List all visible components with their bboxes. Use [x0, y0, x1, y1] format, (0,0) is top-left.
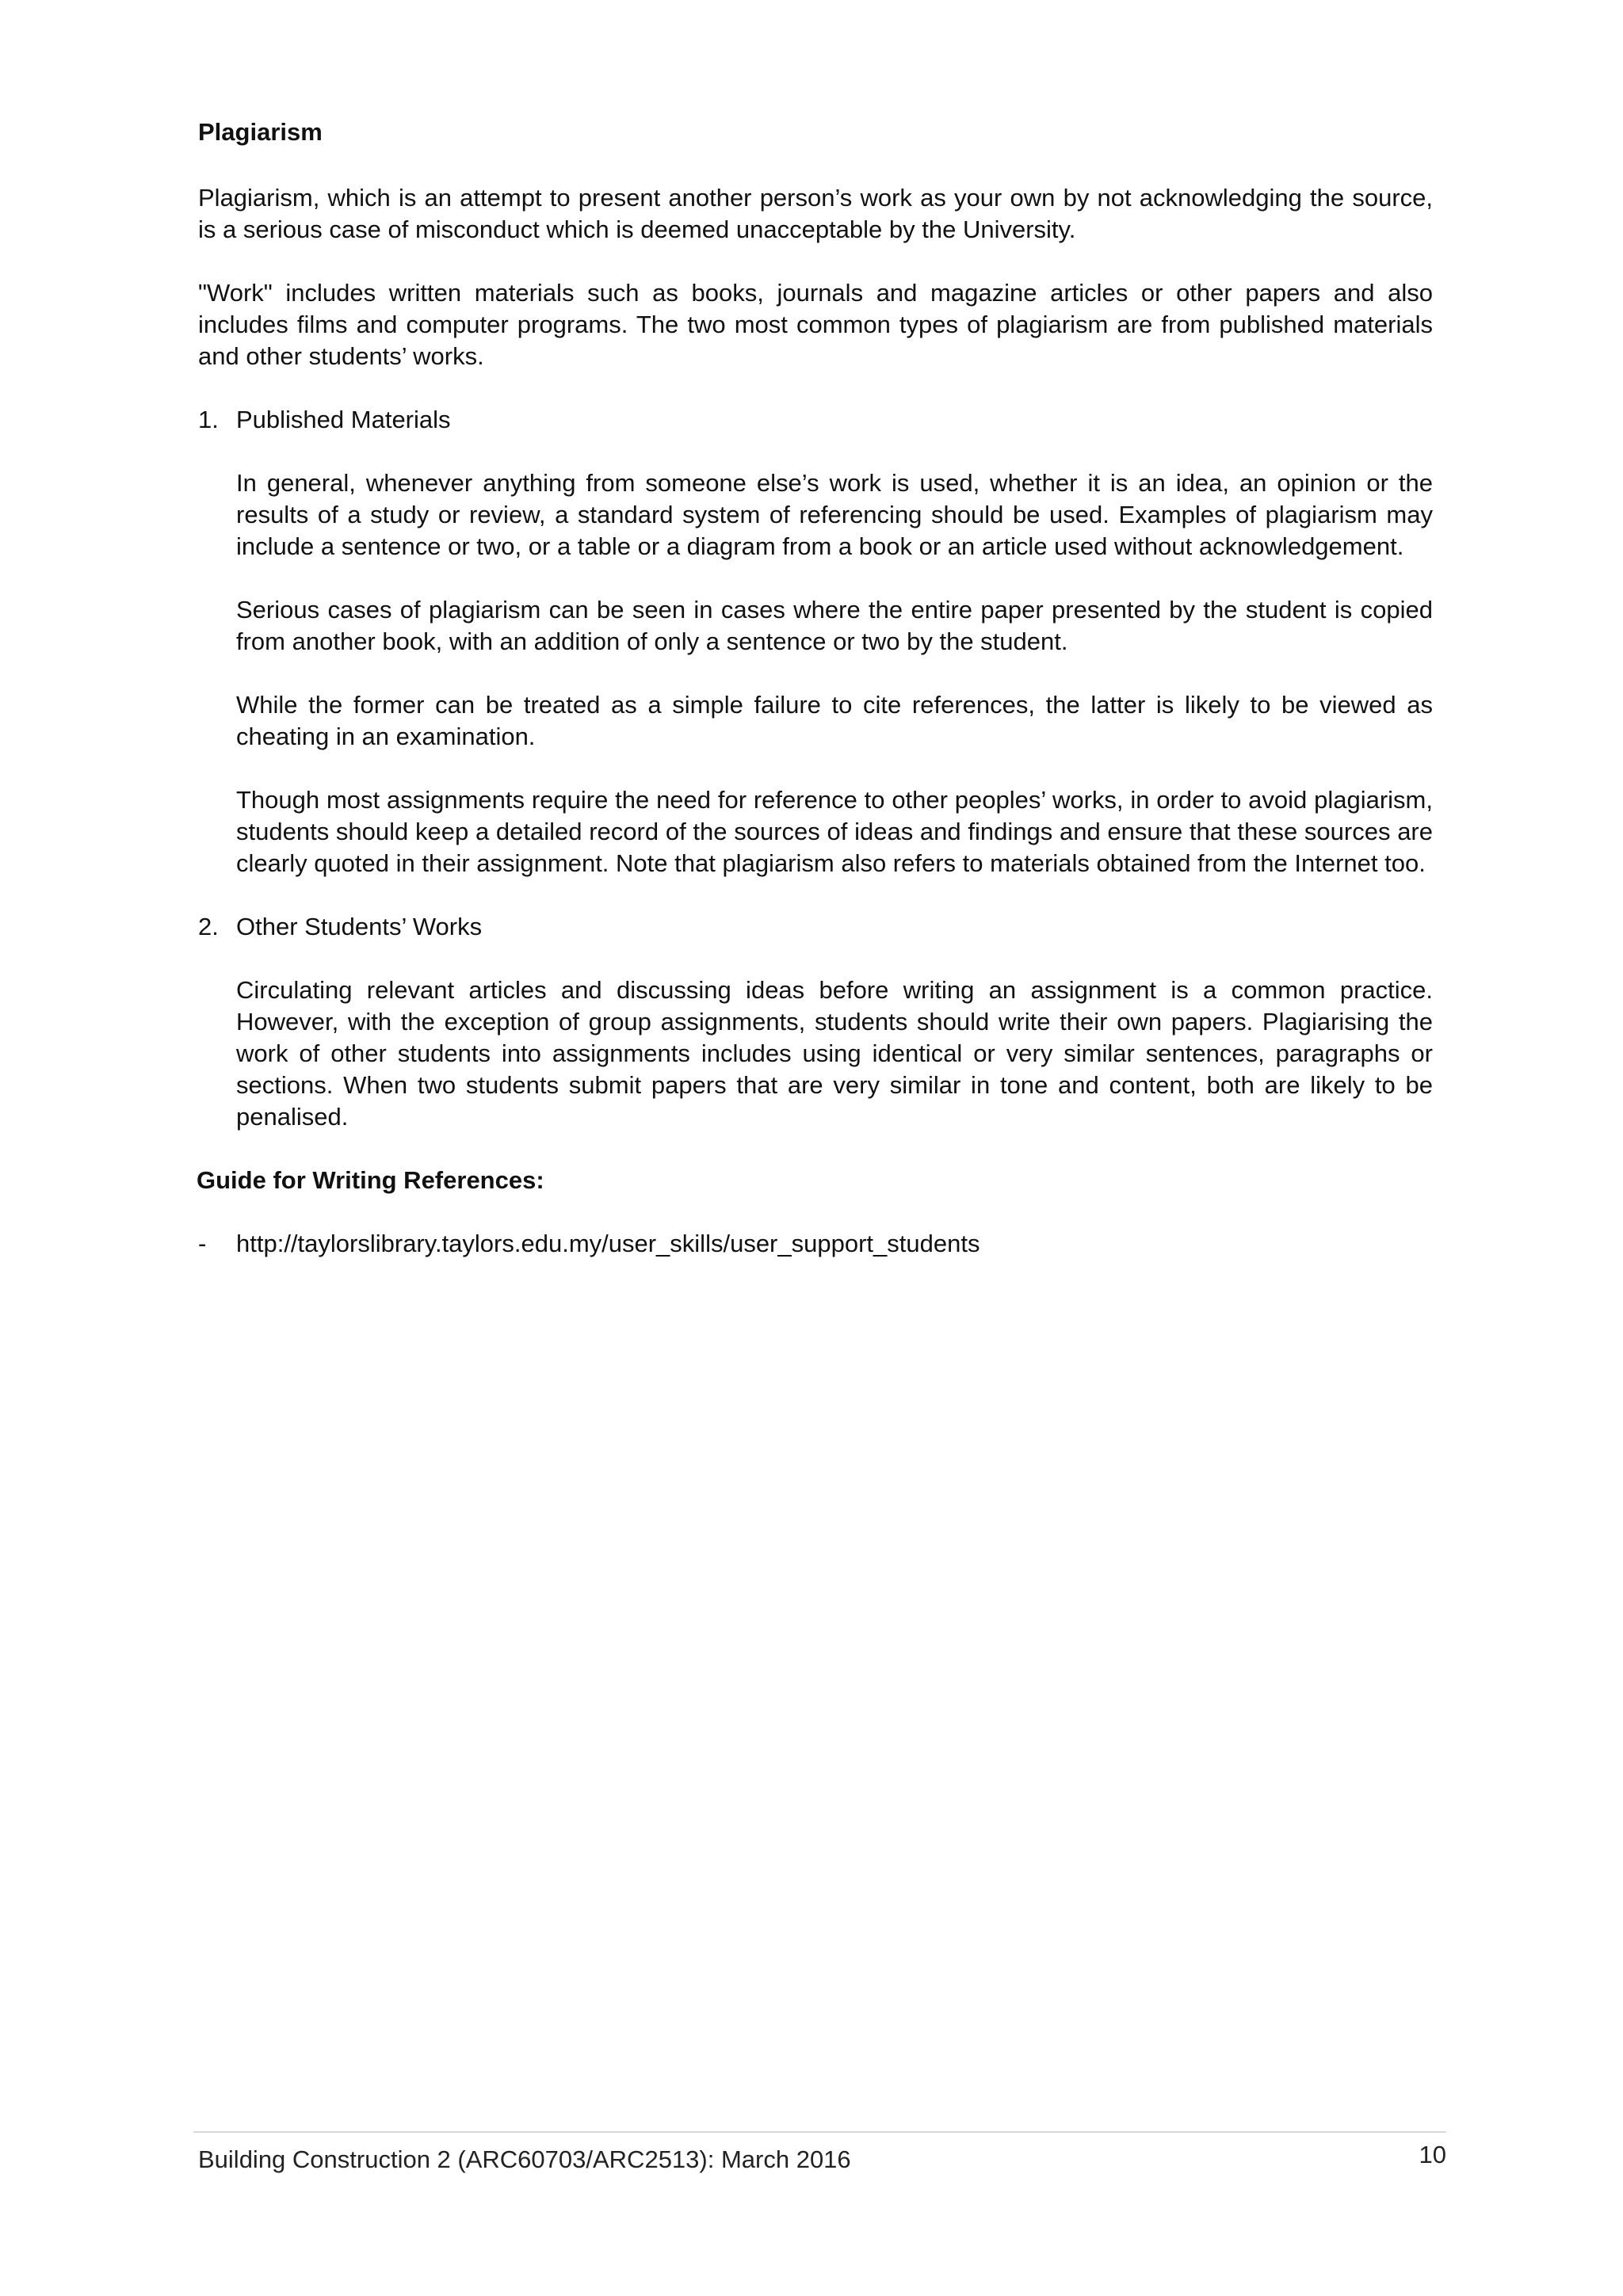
footer-course-title: Building Construction 2 (ARC60703/ARC2513): March 2016: [198, 2145, 851, 2173]
list-item-title: Other Students’ Works: [236, 913, 483, 940]
list-item-paragraph: Serious cases of plagiarism can be seen in cases where the entire paper presented by the student is copied from another book, with an addition of only a sentence or two by the student.: [236, 596, 1433, 655]
footer-divider: [193, 2131, 1446, 2133]
list-item-title: Published Materials: [236, 406, 451, 433]
bullet-marker: -: [198, 1230, 207, 1257]
list-item-paragraph: Circulating relevant articles and discussing ideas before writing an assignment is a common practice. However, with the exception of group assignments, students should write their own papers. Plagiarising the work of other students into assignments includes using identical or very similar sentences, paragraphs or sections. When two students submit papers that are very similar in tone and content, both are likely to be penalised.: [236, 976, 1433, 1131]
section-heading: Plagiarism: [198, 118, 323, 146]
list-item-paragraph: In general, whenever anything from someone else’s work is used, whether it is an idea, an opinion or the results of a study or review, a standard system of referencing should be used. Examples of plagiarism may include a sentence or two, or a table or a diagram from a book or an article used without acknowledgement.: [236, 469, 1433, 560]
page-content: [198, 116, 1433, 1260]
list-marker: 1.: [198, 406, 219, 433]
list-item-paragraph: While the former can be treated as a simple failure to cite references, the latter is likely to be viewed as cheating in an examination.: [236, 691, 1433, 750]
reference-bullet: [198, 1228, 1433, 1260]
list-item-published-materials: [198, 404, 1433, 879]
intro-paragraph: Plagiarism, which is an attempt to present another person’s work as your own by not acknowledging the source, is a serious case of misconduct which is deemed unacceptable by the University.: [198, 184, 1433, 243]
intro-paragraph: "Work" includes written materials such as books, journals and magazine articles or other papers and also includes films and computer programs. The two most common types of plagiarism are from published materials and other students’ works.: [198, 279, 1433, 370]
page-number: 10: [1419, 2141, 1446, 2168]
reference-link[interactable]: http://taylorslibrary.taylors.edu.my/user_skills/user_support_students: [236, 1230, 980, 1257]
list-marker: 2.: [198, 913, 219, 940]
list-item-paragraph: Though most assignments require the need for reference to other peoples’ works, in order to avoid plagiarism, students should keep a detailed record of the sources of ideas and findings and ensure that these sources are clearly quoted in their assignment. Note that plagiarism also refers to materials obtained from the Internet too.: [236, 786, 1433, 877]
guide-heading: Guide for Writing References:: [197, 1166, 544, 1194]
list-item-other-students-works: [198, 911, 1433, 1133]
